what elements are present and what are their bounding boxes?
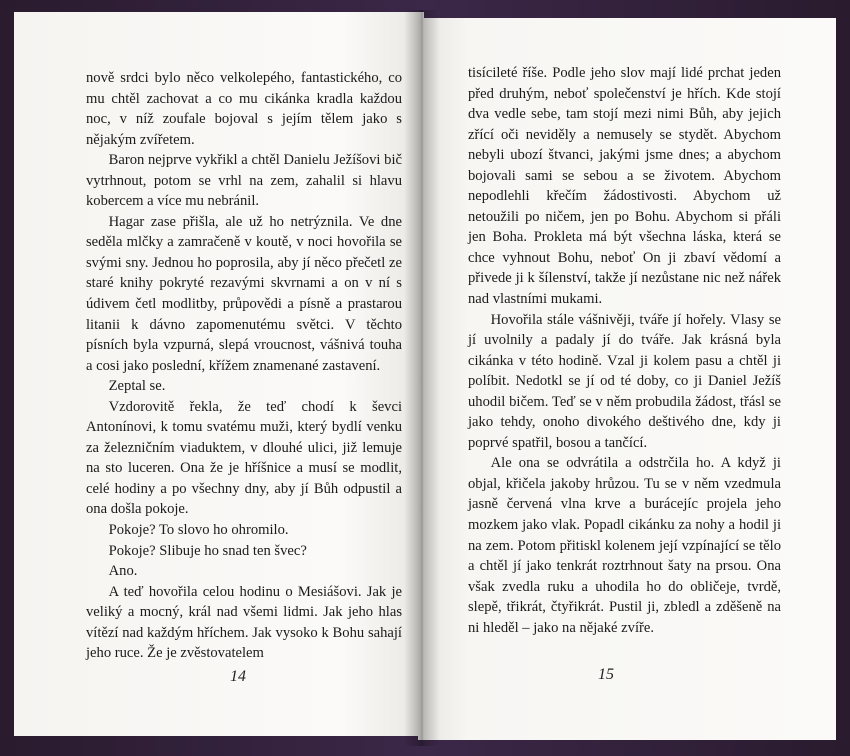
paragraph: tisícileté říše. Podle jeho slov mají lidé prchat jeden před druhým, neboť společenství je hřích. Kde stojí dva vedle sebe, tam stojí mezi nimi Bůh, aby jejich zřící oči neviděly a nemusely se stydět. Abychom nebyli ubozí štvanci, jakými jsme dnes; a abychom bojovali sami se sebou a se životem. Abychom nepodlehli křečím žádostivosti. Abychom už netoužili po ničem, jen po Bohu. Abychom si přáli jen Boha. Prokleta má být všechna láska, která se chce vyhnout Bohu, neboť On ji zbaví vědomí a přivede ji k šílenství, takže jí nezůstane nic než nářek nad vlastními mukami. (468, 65, 781, 308)
page-number: 14 (230, 668, 246, 685)
paragraph: Pokoje? Slibuje ho snad ten švec? (108, 542, 307, 559)
paragraph: Hovořila stále vášnivěji, tváře jí hořely. Vlasy se jí uvolnily a padaly jí do tváře. Jak krásná byla cikánka v této hodině. Vzal ji kolem pasu a chtěl ji políbit. Nedotkl se jí od té doby, co ji Daniel Ježíš uhodil bičem. Teď se v něm probudila žádost, třásl se jako tehdy, onoho divokého deštivého dne, kdy ji poprvé spatřil, bosou a tančící. (468, 311, 781, 451)
right-page-text (468, 63, 781, 638)
right-page (418, 18, 836, 740)
paragraph: Zeptal se. (108, 378, 166, 395)
paragraph: Ano. (108, 563, 138, 580)
paragraph: Baron nejprve vykřikl a chtěl Danielu Ježíšovi bič vytrhnout, potom se vrhl na zem, zahalil si hlavu kobercem a více mu nebránil. (86, 152, 402, 210)
left-page (14, 12, 424, 736)
left-page-text (86, 68, 402, 664)
paragraph: Hagar zase přišla, ale už ho netrýznila. Ve dne seděla mlčky a zamračeně v koutě, v noci hovořila se svými sny. Jednou ho poprosila, aby jí něco přečetl ze staré knihy pokryté rezavými skvrnami a on v ní s údivem četl modlitby, průpovědi a písně a prastarou litanii k dávno zapomenutému světci. V těchto písních byla vzpurná, slepá vroucnost, vášnivá touha a cosi jako poslední, křížem znamenané zastavení. (86, 213, 402, 374)
paragraph: Vzdorovitě řekla, že teď chodí k ševci Antonínovi, k tomu svatému muži, který bydlí venku za železničním viaduktem, v dlouhé ulici, již lemuje na sto luceren. Ona že je hříšnice a musí se modlit, celé hodiny a po všechny dny, aby jí Bůh odpustil a ona došla pokoje. (86, 398, 402, 518)
paragraph: Pokoje? To slovo ho ohromilo. (108, 522, 289, 539)
paragraph: nově srdci bylo něco velkolepého, fantastického, co mu chtěl zachovat a co mu cikánka kradla každou noc, v níž zoufale bojoval s jejím tělem jako s nějakým zvířetem. (86, 70, 402, 148)
page-number: 15 (598, 666, 614, 683)
paragraph: A teď hovořila celou hodinu o Mesiášovi. Jak je veliký a mocný, král nad všemi lidmi. Jak jeho hlas vítězí nad každým hříchem. Jak vysoko k Bohu sahají jeho ruce. Že je zvěstovatelem (86, 583, 402, 662)
paragraph: Ale ona se odvrátila a odstrčila ho. A když ji objal, křičela jakoby hrůzou. Tu se v něm vzedmula jasně červená vlna krve a burácejíc projela jeho mozkem jako vlak. Popadl cikánku za nohy a hodil ji na zem. Potom přitiskl kolenem její vzpínající se tělo a chtěl jí jako tenkrát roztrhnout šaty na prsou. Ona však zvedla ruku a uhodila ho do obličeje, tvrdě, slepě, třikrát, čtyřikrát. Pustil ji, zbledl a zděšeně na ni hleděl – jako na nějaké zvíře. (468, 455, 781, 636)
